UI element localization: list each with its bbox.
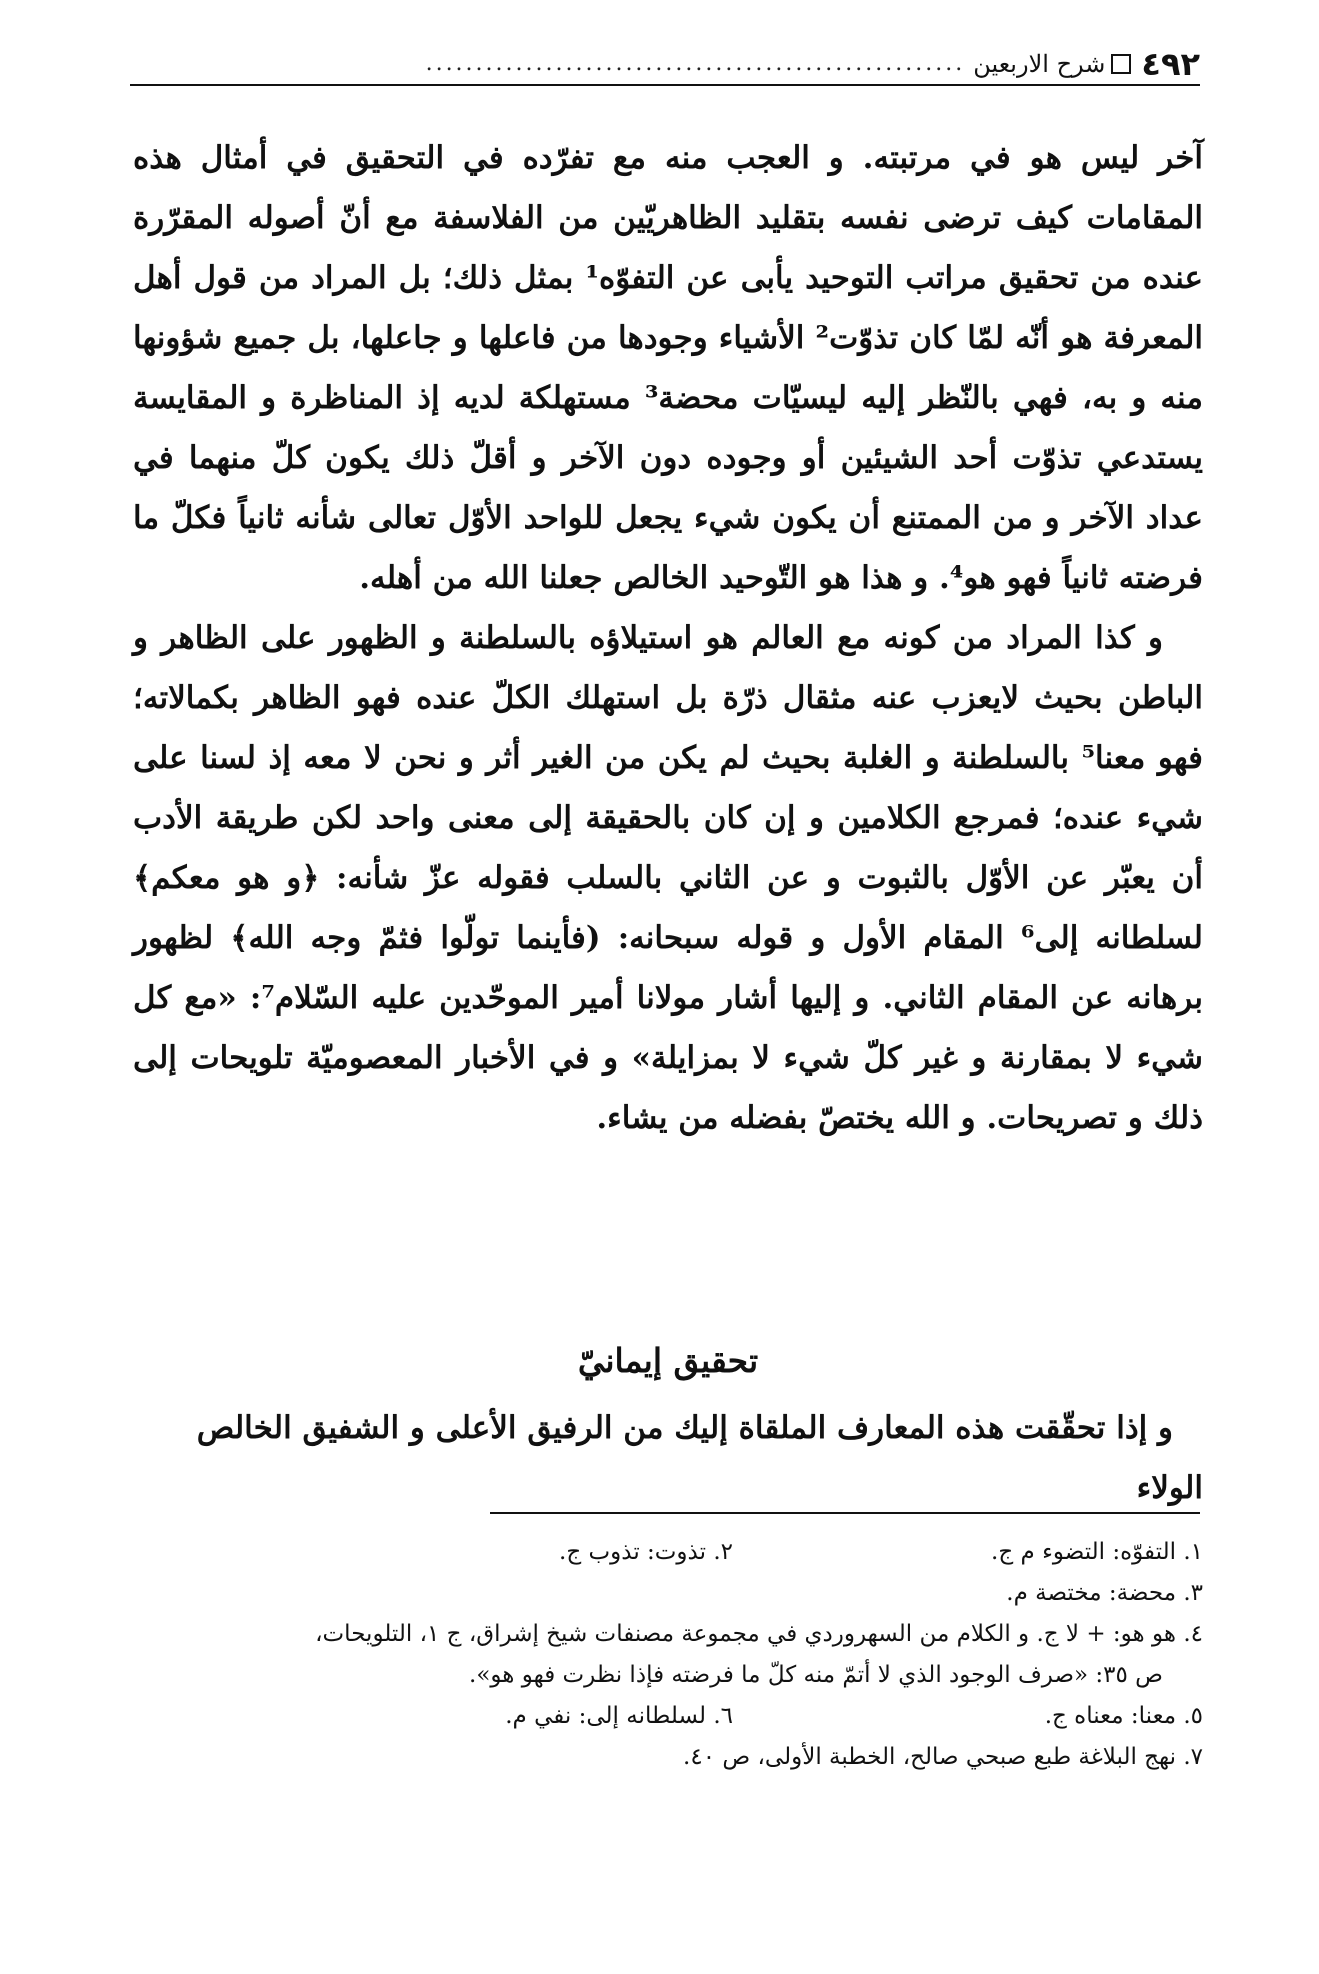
footnote-1: ١. التفوّه: التضوء م ج. bbox=[991, 1539, 1203, 1565]
footnote-divider bbox=[490, 1512, 1200, 1514]
page-header bbox=[130, 40, 1200, 86]
footnote-4-continuation: ص ٣٥: «صرف الوجود الذي لا أتمّ منه كلّ ما فرضته فإذا نظرت فهو هو». bbox=[469, 1662, 1163, 1688]
page-number: ٤٩٢ bbox=[1141, 45, 1200, 83]
footnote-6: ٦. لسلطانه إلى: نفي م. bbox=[505, 1703, 733, 1729]
footnotes bbox=[133, 1532, 1203, 1778]
paragraph-2: و كذا المراد من كونه مع العالم هو استيلاؤه بالسلطنة و الظهور على الظاهر و الباطن بحيث لايعزب عنه مثقال ذرّة بل استهلك الكلّ عنده فهو الظاهر بكمالاته؛ فهو معنا⁵ بالسلطنة و الغلبة بحيث لم يكن من الغير أثر و نحن لا معه إذ لسنا على شيء عنده؛ فمرجع الكلامين و إن كان بالحقيقة إلى معنى واحد لكن طريقة الأدب أن يعبّر عن الأوّل بالثبوت و عن الثاني بالسلب فقوله عزّ شأنه: ﴿و هو معكم﴾ لسلطانه إلى⁶ المقام الأول و قوله سبحانه: (فأينما تولّوا فثمّ وجه الله﴾ لظهور برهانه عن المقام الثاني. و إليها أشار مولانا أمير الموحّدين عليه السّلام⁷: «مع كل شيء لا بمقارنة و غير كلّ شيء لا بمزايلة» و في الأخبار المعصوميّة تلويحات إلى ذلك و تصريحات. و الله يختصّ بفضله من يشاء. bbox=[133, 620, 1203, 1136]
paragraph-3-start: و إذا تحقّقت هذه المعارف الملقاة إليك من الرفيق الأعلى و الشفيق الخالص الولاء bbox=[196, 1410, 1203, 1506]
footnote-3: ٣. محضة: مختصة م. bbox=[1006, 1580, 1203, 1606]
paragraph-1: آخر ليس هو في مرتبته. و العجب منه مع تفرّده في التحقيق في أمثال هذه المقامات كيف ترضى نفسه بتقليد الظاهريّين من الفلاسفة مع أنّ أصوله المقرّرة عنده من تحقيق مراتب التوحيد يأبى عن التفوّه¹ بمثل ذلك؛ بل المراد من قول أهل المعرفة هو أنّه لمّا كان تذوّت² الأشياء وجودها من فاعلها و جاعلها، بل جميع شؤونها منه و به، فهي بالنّظر إليه ليسيّات محضة³ مستهلكة لديه إذ المناظرة و المقايسة يستدعي تذوّت أحد الشيئين أو وجوده دون الآخر و أقلّ ذلك يكون كلّ منهما في عداد الآخر و من الممتنع أن يكون شيء يجعل للواحد الأوّل تعالى شأنه ثانياً فكلّ ما فرضته ثانياً فهو هو⁴. و هذا هو التّوحيد الخالص جعلنا الله من أهله. bbox=[133, 140, 1204, 596]
footnote-5: ٥. معنا: معناه ج. bbox=[1044, 1703, 1203, 1729]
footnote-7: ٧. نهج البلاغة طبع صبحي صالح، الخطبة الأولى، ص ٤٠. bbox=[683, 1744, 1203, 1770]
footnote-row bbox=[133, 1696, 1203, 1737]
running-title: شرح الاربعين bbox=[973, 50, 1106, 78]
footnote-2: ٢. تذوت: تذوب ج. bbox=[559, 1539, 733, 1565]
footnote-4: ٤. هو هو: + لا ج. و الكلام من السهروردي في مجموعة مصنفات شيخ إشراق، ج ١، التلويحات، bbox=[315, 1621, 1203, 1647]
header-leader-dots: ...................................................... bbox=[425, 51, 966, 76]
square-bullet-icon bbox=[1111, 54, 1131, 74]
section-heading: تحقيق إيمانيّ bbox=[577, 1341, 759, 1380]
footnote-row bbox=[133, 1532, 1203, 1573]
main-text bbox=[133, 128, 1203, 1148]
